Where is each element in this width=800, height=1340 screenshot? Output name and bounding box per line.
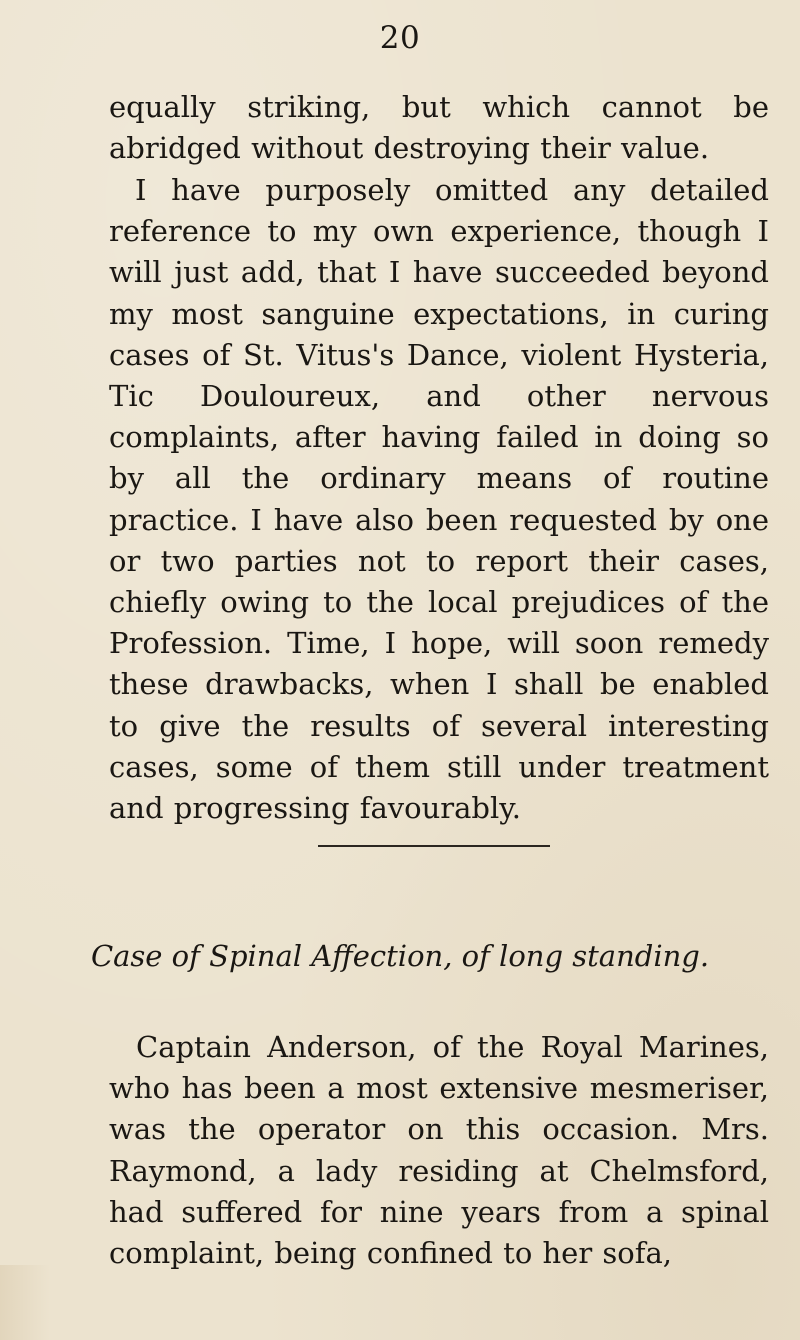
section-divider bbox=[318, 845, 550, 847]
paragraph-case-description: Captain Anderson, of the Royal Marines, who has been a most extensive mesmeriser, was the operator on this occasion. Mrs. Raymond, a lady residing at Chelmsford, had suffered for nine years from a spinal complaint, being confined to her sofa, bbox=[109, 1030, 769, 1271]
paragraph-experience: I have purposely omitted any detailed reference to my own experience, though I will just add, that I have succeeded beyond my most sanguine expectations, in curing cases of St. Vitus's Dance, violent Hysteria, Tic Douloureux, and other nervous complaints, after having failed in doing so by all the ordinary means of routine practice. I have also been requested by one or two parties not to report their cases, chiefly owing to the local prejudices of the Profession. Time, I hope, will soon remedy these drawbacks, when I shall be enabled to give the results of several interesting cases, some of them still under treatment and progressing favourably. bbox=[109, 173, 769, 826]
paper-stain bbox=[0, 1265, 50, 1340]
paragraph-continuation: equally striking, but which cannot be abridged without destroying their value. bbox=[109, 90, 769, 166]
page-number: 20 bbox=[379, 20, 421, 56]
case-heading: Case of Spinal Affection, of long standing. bbox=[90, 939, 710, 973]
